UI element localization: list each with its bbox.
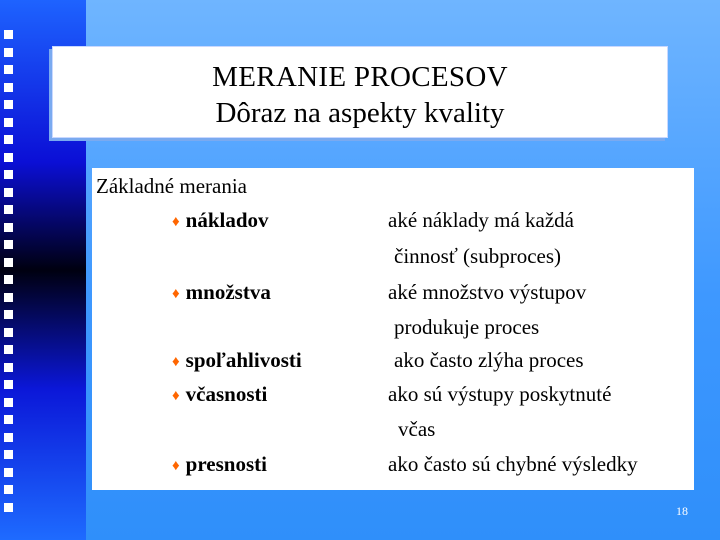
title-box [52, 46, 668, 138]
item-label-text: včasnosti [185, 382, 268, 406]
decorative-square [4, 433, 13, 442]
orange-bullet-icon: ♦ [172, 286, 180, 302]
decorative-square [4, 65, 13, 74]
item-description: činnosť (subproces) [394, 244, 562, 268]
item-description: produkuje proces [394, 315, 540, 339]
list-item-label [172, 280, 271, 307]
decorative-square [4, 83, 13, 92]
decorative-square [4, 153, 13, 162]
decorative-square [4, 468, 13, 477]
decorative-square [4, 100, 13, 109]
decorative-squares [4, 30, 20, 520]
content-heading: Základné merania [96, 174, 247, 198]
decorative-square [4, 275, 13, 284]
decorative-square [4, 450, 13, 459]
item-label-text: spoľahlivosti [185, 348, 302, 372]
item-description: aké množstvo výstupov [388, 280, 587, 304]
decorative-square [4, 503, 13, 512]
list-item-label [172, 348, 302, 375]
list-item-label [172, 452, 267, 479]
decorative-square [4, 310, 13, 319]
item-description: aké náklady má každá [388, 208, 574, 232]
decorative-square [4, 30, 13, 39]
orange-bullet-icon: ♦ [172, 214, 180, 230]
slide-subtitle: Dôraz na aspekty kvality [215, 97, 505, 129]
slide-title: MERANIE PROCESOV [212, 61, 508, 93]
decorative-square [4, 205, 13, 214]
decorative-square [4, 398, 13, 407]
decorative-square [4, 345, 13, 354]
decorative-square [4, 485, 13, 494]
orange-bullet-icon: ♦ [172, 458, 180, 474]
list-item-label [172, 208, 269, 235]
decorative-square [4, 328, 13, 337]
content-box [92, 168, 694, 490]
item-description: ako často sú chybné výsledky [388, 452, 638, 476]
decorative-square [4, 240, 13, 249]
decorative-square [4, 293, 13, 302]
decorative-square [4, 118, 13, 127]
decorative-square [4, 223, 13, 232]
item-label-text: presnosti [185, 452, 267, 476]
item-label-text: nákladov [185, 208, 269, 232]
decorative-square [4, 363, 13, 372]
orange-bullet-icon: ♦ [172, 354, 180, 370]
item-description: včas [398, 417, 436, 441]
item-label-text: množstva [185, 280, 271, 304]
list-item-label [172, 382, 267, 409]
decorative-square [4, 415, 13, 424]
decorative-square [4, 258, 13, 267]
decorative-square [4, 48, 13, 57]
item-description: ako sú výstupy poskytnuté [388, 382, 612, 406]
decorative-square [4, 170, 13, 179]
orange-bullet-icon: ♦ [172, 388, 180, 404]
decorative-square [4, 380, 13, 389]
decorative-square [4, 135, 13, 144]
page-number: 18 [676, 504, 688, 518]
decorative-square [4, 188, 13, 197]
item-description: ako často zlýha proces [394, 348, 584, 372]
